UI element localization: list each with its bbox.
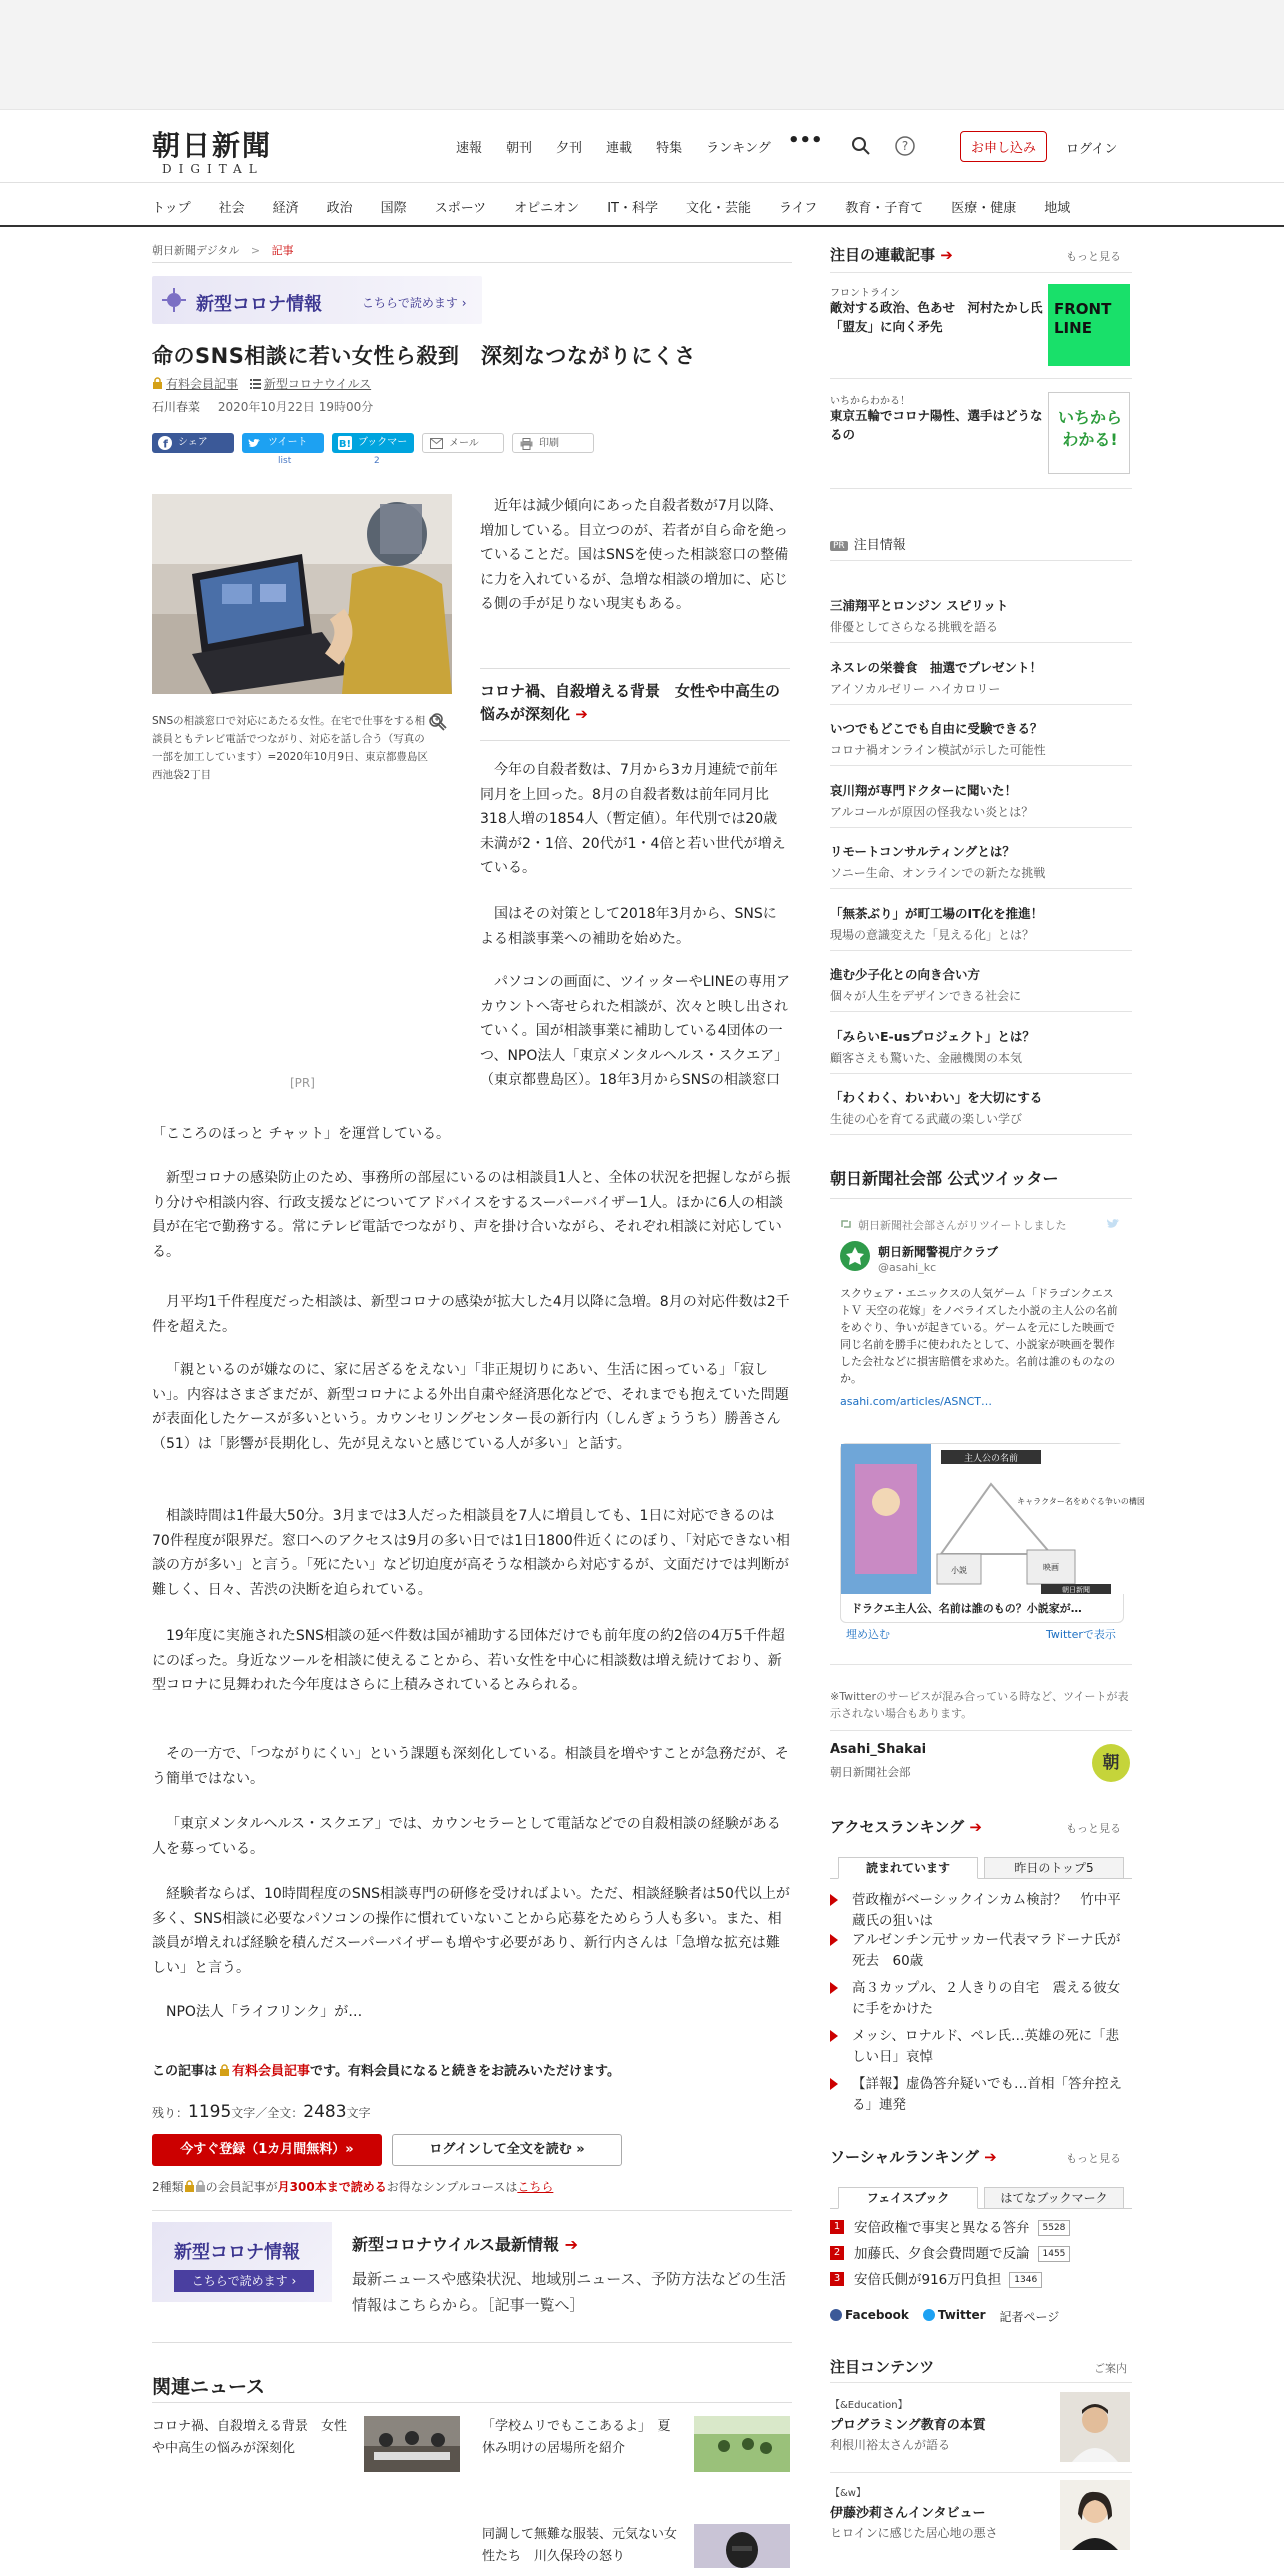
related-news-item[interactable]: コロナ禍、自殺増える背景 女性や中高生の悩みが深刻化 xyxy=(152,2419,348,2456)
twitter-icon xyxy=(248,437,262,449)
serial-item[interactable]: 東京五輪でコロナ陽性、選手はどうなるの xyxy=(830,408,1043,442)
tweet-card-image xyxy=(841,1444,1145,1594)
nav-ranking[interactable]: ランキング xyxy=(706,141,771,156)
paywall-text-b: です。有料会員になると続きをお読みいただけます。 xyxy=(310,2064,620,2079)
pr-item-sub: 俳優としてさらなる挑戦を語る xyxy=(830,620,999,634)
ranking-heading: アクセスランキング xyxy=(830,1818,965,1836)
lock-icon xyxy=(184,2180,195,2192)
nav-feature[interactable]: 特集 xyxy=(656,141,683,156)
pr-item-title[interactable]: リモートコンサルティングとは？ xyxy=(830,844,1015,859)
breadcrumb-home[interactable]: 朝日新聞デジタル xyxy=(152,244,240,257)
character-count xyxy=(152,2102,371,2122)
search-icon[interactable] xyxy=(850,135,872,157)
pr-item-sub: アイソカルゼリー ハイカロリー xyxy=(830,681,1001,696)
breadcrumb xyxy=(152,242,294,258)
related-news-heading: 関連ニュース xyxy=(152,2376,266,2398)
article-paragraph: 相談時間は1件最大50分。3月までは3人だった相談員を7人に増員しても、1日に対応できるのは70件程度が限界だ。窓口へのアクセスは9月の多い日では1日1800件近くにのぼり、「対応できない相談の方が多い」と言う。「死にたい」など切迫度が高そうな相談から対応するが、文面だけでは判断が難しく、日々、苦渋の決断を迫られている。 xyxy=(152,1508,790,1598)
help-icon[interactable] xyxy=(894,135,916,157)
retweet-icon xyxy=(840,1219,852,1229)
cat-education[interactable]: 教育・子育て xyxy=(845,201,924,216)
article-paragraph: その一方で、「つながりにくい」という課題も深刻化している。相談員を増やすことが急務だが、そう簡単ではない。 xyxy=(152,1746,789,1787)
content-sub: 利根川裕太さんが語る xyxy=(830,2438,951,2452)
content-sub: ヒロインに感じた居心地の悪さ xyxy=(830,2526,998,2540)
article-paragraph: 「親といるのが嫌なのに、家に居ざるをえない」「非正規切りにあい、生活に困っている」「寂しい」。内容はさまざまだが、新型コロナによる外出自粛や経済悪化などで、それまでも抱えていた問題が表面化したケースが多いという。カウンセリングセンター長の新行内（しんぎょううち）勝善さん（51）は「影響が長期化し、先が見えないと感じている人が多い」と話す。 xyxy=(152,1362,789,1452)
pr-label: [PR] xyxy=(290,1076,315,1090)
ranking-arrow-icon xyxy=(830,1894,838,1906)
logo-sub: DIGITAL xyxy=(162,162,264,176)
nav-serial[interactable]: 連載 xyxy=(606,141,633,156)
cat-international[interactable]: 国際 xyxy=(380,201,407,216)
twitter-note: ※Twitterのサービスが混み合っている時など、ツイートが表示されない場合もあります。 xyxy=(830,1690,1129,1720)
tab-most-read[interactable]: 読まれています xyxy=(838,1857,978,1879)
hatena-count[interactable]: 2 xyxy=(374,456,380,466)
article-meta xyxy=(152,398,373,415)
ranking-heading-link[interactable] xyxy=(830,1816,982,1837)
category-nav xyxy=(0,182,1284,227)
pr-item-sub: 生徒の心を育てる武蔵の楽しい学び xyxy=(830,1112,1023,1126)
twitter-page-link[interactable] xyxy=(923,2308,986,2325)
frontline-thumb-text: FRONT LINE xyxy=(1054,300,1112,337)
facebook-icon xyxy=(158,436,172,450)
covid-banner-title: 新型コロナ情報 xyxy=(196,294,322,315)
pr-item-sub: 個々が人生をデザインできる社会に xyxy=(830,989,1022,1003)
covid-info-box[interactable] xyxy=(152,2222,332,2302)
two-type-highlight: 月300本まで読める xyxy=(277,2180,387,2194)
ranking-arrow-icon xyxy=(830,2078,838,2090)
related-thumb[interactable] xyxy=(694,2524,790,2568)
pr-item-title[interactable]: 哀川翔が専門ドクターに聞いた！ xyxy=(830,782,1018,798)
article-paragraph: 新型コロナの感染防止のため、事務所の部屋にいるのは相談員1人と、全体の状況を把握しながら振り分けや相談内容、行政支援などについてアドバイスをするスーパーバイザー1人。ほかに6人の相談員が在宅で勤務する。常にテレビ電話でつながり、声を掛け合いながら、それぞれ相談に対応している。 xyxy=(152,1170,791,1260)
social-item-wrap xyxy=(854,2270,1042,2291)
publish-date: 2020年10月22日 19時00分 xyxy=(217,400,374,414)
arrow-icon: ➔ xyxy=(570,705,588,723)
ranking-arrow-icon xyxy=(830,1934,838,1946)
print-label: 印刷 xyxy=(539,438,559,449)
article-title: 命のSNS相談に若い女性ら殺到 深刻なつながりにくさ xyxy=(152,344,696,368)
cat-opinion[interactable]: オピニオン xyxy=(514,201,580,216)
mail-share-label: メール xyxy=(449,438,479,449)
social-rank-number: 2 xyxy=(830,2246,844,2260)
unit-label: 文字 xyxy=(346,2106,371,2120)
paid-article-link[interactable]: 有料会員記事 xyxy=(232,2064,311,2079)
svg-text:?: ? xyxy=(901,139,909,153)
subscribe-button[interactable]: お申し込み xyxy=(960,131,1047,162)
cat-health[interactable]: 医療・健康 xyxy=(951,201,1017,216)
author-name[interactable]: 石川春菜 xyxy=(152,400,201,414)
serial-heading-link[interactable] xyxy=(830,244,953,265)
article-paragraph: 国はその対策として2018年3月から、SNSによる相談事業への補助を始めた。 xyxy=(480,906,777,947)
topic-tag[interactable]: 新型コロナウイルス xyxy=(263,377,372,391)
arrow-icon: ➔ xyxy=(559,2235,579,2254)
paid-badge[interactable]: 有料会員記事 xyxy=(166,377,239,391)
contents-heading: 注目コンテンツ xyxy=(830,2358,935,2376)
content-title[interactable]: プログラミング教育の本質 xyxy=(830,2418,986,2433)
lock-icon xyxy=(195,2180,206,2192)
serial-item[interactable]: 敵対する政治、色あせ 河村たかし氏「盟友」に向く矛先 xyxy=(830,300,1043,334)
facebook-page-link[interactable] xyxy=(830,2308,909,2325)
pr-item-sub: コロナ禍オンライン模試が示した可能性 xyxy=(830,743,1046,757)
frontline-thumb[interactable] xyxy=(1048,284,1130,366)
pr-heading-text: 注目情報 xyxy=(853,538,906,553)
remaining-label: 残り： xyxy=(152,2106,189,2120)
account-avatar[interactable]: 朝 xyxy=(1092,1744,1130,1782)
social-item-wrap xyxy=(854,2244,1070,2265)
content-thumb[interactable] xyxy=(1060,2480,1130,2550)
breadcrumb-separator: > xyxy=(250,244,261,257)
article-badges xyxy=(152,375,379,392)
article-paragraph: NPO法人「ライフリンク」が… xyxy=(166,2004,363,2020)
social-heading-link[interactable] xyxy=(830,2146,997,2167)
pr-item-sub: ソニー生命、オンラインでの新たな挑戦 xyxy=(830,866,1046,880)
cat-it-science[interactable]: IT・科学 xyxy=(607,201,658,216)
cat-culture[interactable]: 文化・芸能 xyxy=(685,201,751,216)
tweet-handle[interactable]: @asahi_kc xyxy=(878,1261,937,1274)
two-type-b: の会員記事が xyxy=(205,2180,278,2194)
nav-morning[interactable]: 朝刊 xyxy=(506,141,533,156)
ranking-item-title: 菅政権がベーシックインカム検討？ 竹中平蔵氏の狙いは xyxy=(852,1892,1121,1929)
arrow-icon: ➔ xyxy=(964,1818,982,1836)
more-menu-icon[interactable]: ••• xyxy=(788,130,823,151)
lock-icon xyxy=(152,377,163,389)
facebook-page-label: Facebook xyxy=(845,2308,909,2322)
ranking-more-link[interactable]: もっと見る xyxy=(1066,1822,1121,1835)
ichikara-thumb[interactable] xyxy=(1048,392,1130,474)
print-icon xyxy=(520,438,533,450)
lock-icon xyxy=(219,2064,230,2076)
social-links xyxy=(830,2308,1059,2325)
content-label: 【&w】 xyxy=(830,2488,866,2499)
ranking-arrow-icon xyxy=(830,2030,838,2042)
register-button[interactable]: 今すぐ登録（1カ月間無料）» xyxy=(152,2134,382,2166)
subhead-text: コロナ禍、自殺増える背景 女性や中高生の悩みが深刻化 xyxy=(480,682,781,723)
ranking-arrow-icon xyxy=(830,1982,838,1994)
tweet-account-name[interactable]: 朝日新聞警視庁クラブ xyxy=(878,1245,999,1259)
cat-local[interactable]: 地域 xyxy=(1044,201,1071,216)
card-label-novel: 小説 xyxy=(951,1566,967,1575)
related-subhead-link[interactable] xyxy=(480,680,790,726)
top-ad-area xyxy=(0,0,1284,110)
card-label-asahi: 朝日新聞 xyxy=(1062,1586,1090,1594)
twitter-icon[interactable] xyxy=(1106,1217,1122,1230)
virus-icon xyxy=(160,286,188,314)
related-news-item[interactable]: 同調して無難な服装、元気ない女性たち 川久保玲の怒り xyxy=(482,2527,678,2564)
facebook-icon xyxy=(830,2309,842,2321)
list-icon xyxy=(250,378,261,389)
social-item-title: 加藤氏、夕食会費問題で反論 xyxy=(854,2246,1030,2262)
related-thumb[interactable] xyxy=(694,2416,790,2472)
zoom-icon[interactable] xyxy=(430,712,448,730)
pr-item-sub: 顧客さえも驚いた、金融機関の本気 xyxy=(830,1050,1023,1065)
content-label: 【&Education】 xyxy=(830,2400,908,2411)
article-paragraph: 月平均1千件程度だった相談は、新型コロナの感染が拡大した4月以降に急増。8月の対応件数は2千件を超えた。 xyxy=(152,1294,790,1335)
cat-life[interactable]: ライフ xyxy=(778,201,818,216)
social-rank-number: 1 xyxy=(830,2220,844,2234)
article-paragraph: 「こころのほっと チャット」を運営している。 xyxy=(152,1126,451,1142)
simple-course-link[interactable]: こちら xyxy=(517,2180,554,2194)
covid-box-title: 新型コロナ情報 xyxy=(174,2242,300,2263)
serial-heading: 注目の連載記事 xyxy=(830,246,936,264)
print-button[interactable] xyxy=(512,433,594,453)
pr-item-title[interactable]: いつでもどこでも自由に受験できる？ xyxy=(830,721,1043,736)
site-header xyxy=(0,110,1284,182)
serial-label: いちからわかる！ xyxy=(830,396,910,407)
two-type-a: 2種類 xyxy=(152,2180,184,2194)
cat-economy[interactable]: 経済 xyxy=(272,201,299,216)
photo-illustration xyxy=(152,494,452,694)
covid-latest-link[interactable] xyxy=(352,2232,578,2255)
facebook-share-button[interactable] xyxy=(152,433,234,453)
photo-caption: SNSの相談窓口で対応にあたる女性。在宅で仕事をする相談員ともテレビ電話でつながり、対応を話し合う（写真の一部を加工しています）=2020年10月9日、東京都豊島区西池袋2丁目 xyxy=(152,715,429,781)
paywall-text-a: この記事は xyxy=(152,2064,218,2079)
covid-latest-desc: 最新ニュースや感染状況、地域別ニュース、予防方法などの生活情報はこちらから。［記事一覧へ］ xyxy=(352,2270,786,2314)
card-label-conflict: キャラクター名をめぐる争いの構図 xyxy=(1017,1497,1145,1506)
social-item-title: 安倍氏側が916万円負担 xyxy=(854,2272,1002,2288)
total-count: 2483 xyxy=(303,2102,347,2122)
nav-breaking[interactable]: 速報 xyxy=(456,141,483,156)
pr-item-title[interactable]: ネスレの栄養食 抽選でプレゼント！ xyxy=(830,659,1043,675)
social-item-wrap xyxy=(854,2218,1070,2239)
header-nav xyxy=(456,137,771,156)
cat-sports[interactable]: スポーツ xyxy=(434,201,487,216)
mail-icon xyxy=(430,438,443,449)
contents-guide-link[interactable]: ご案内 xyxy=(1094,2362,1127,2375)
arrow-icon: ➔ xyxy=(935,246,953,264)
view-on-twitter-link[interactable]: Twitterで表示 xyxy=(1046,1628,1116,1641)
serial-more-link[interactable]: もっと見る xyxy=(1066,250,1121,263)
article-paragraph: パソコンの画面に、ツイッターやLINEの専用アカウントへ寄せられた相談が、次々と映し出されていく。国が相談事業に補助している4団体の一つ、NPO法人「東京メンタルヘルス・スクエア」（東京都豊島区）。18年3月からSNSの相談窓口 xyxy=(480,974,790,1088)
covid-info-banner[interactable] xyxy=(152,276,482,324)
arrow-icon: ➔ xyxy=(978,2148,997,2166)
article-paragraph: 今年の自殺者数は、7月から3カ月連続で前年同月を上回った。8月の自殺者数は前年同月比318人増の1854人（暫定値）。年代別では20歳未満が2・1倍、20代が1・4倍と若い世代が増えている。 xyxy=(480,762,786,876)
ichikara-thumb-text: いちから わかる! xyxy=(1057,408,1122,449)
card-label-protagonist: 主人公の名前 xyxy=(963,1454,1019,1464)
pr-item-title[interactable]: 三浦翔平とロンジン スピリット xyxy=(830,598,1009,613)
ranking-item-title: メッシ、ロナルド、ペレ氏…英雄の死に「悲しい日」哀悼 xyxy=(852,2028,1120,2065)
pr-item-title[interactable]: 進む少子化との向き合い方 xyxy=(830,967,981,982)
tweet-card[interactable] xyxy=(840,1443,1145,1623)
pr-item-title[interactable]: 「無茶ぶり」が町工場のIT化を推進！ xyxy=(830,905,1044,921)
article-photo[interactable] xyxy=(152,494,452,694)
share-count: 1455 xyxy=(1038,2246,1071,2262)
ranking-item-title: 高３カップル、２人きりの自宅 震える彼女に手をかけた xyxy=(852,1980,1121,2017)
hatena-bookmark-button[interactable] xyxy=(332,433,414,468)
share-count: 1346 xyxy=(1009,2272,1042,2288)
covid-banner-link[interactable]: こちらで読めます › xyxy=(362,296,467,310)
reporter-page-link[interactable]: 記者ページ xyxy=(999,2310,1060,2324)
account-name[interactable]: Asahi_Shakai xyxy=(830,1742,927,1757)
pr-badge: PR xyxy=(830,541,848,551)
related-thumb[interactable] xyxy=(364,2416,460,2472)
twitter-share-label: ツイート xyxy=(268,437,308,448)
simple-course-note xyxy=(152,2178,553,2195)
social-rank-number: 3 xyxy=(830,2272,844,2286)
article-paragraph: 「東京メンタルヘルス・スクエア」では、カウンセラーとして電話などでの自殺相談の経験がある人を募っている。 xyxy=(152,1816,781,1857)
tab-facebook[interactable]: フェイスブック xyxy=(838,2187,978,2209)
ranking-item-title: 【詳報】虚偽答弁疑いでも…首相「答弁控える」連発 xyxy=(852,2076,1122,2113)
article-paragraph: 19年度に実施されたSNS相談の延べ件数は国が補助する団体だけでも前年度の約2倍の4万5千件超にのぼった。身近なツールを相談に使えることから、若い女性を中心に相談数は増え続けており、新型コロナに見舞われた今年度はさらに上積みされているとみられる。 xyxy=(152,1628,785,1693)
serial-label: フロントライン xyxy=(830,288,900,299)
twitter-heading: 朝日新聞社会部 公式ツイッター xyxy=(830,1169,1059,1188)
pr-item-sub: アルコールが原因の怪我ない炎とは？ xyxy=(830,804,1034,819)
tab-yesterday-top5[interactable]: 昨日のトップ5 xyxy=(984,1857,1124,1879)
content-title[interactable]: 伊藤沙莉さんインタビュー xyxy=(830,2506,986,2521)
embed-link[interactable]: 埋め込む xyxy=(846,1628,890,1641)
social-more-link[interactable]: もっと見る xyxy=(1066,2152,1121,2165)
logo-main: 朝日新聞 xyxy=(152,129,273,162)
covid-latest-title: 新型コロナウイルス最新情報 xyxy=(352,2235,560,2254)
hatena-share-label: ブックマーク xyxy=(358,437,408,468)
two-type-c: お得なシンプルコースは xyxy=(386,2180,518,2194)
retweet-label: 朝日新聞社会部さんがリツイートしました xyxy=(858,1219,1067,1232)
facebook-share-label: シェア xyxy=(178,437,208,448)
embedded-tweet xyxy=(830,1198,1145,1638)
article-paragraph: 近年は減少傾向にあった自殺者数が7月以降、増加している。目立つのが、若者が自ら命を絶っていることだ。国はSNSを使った相談窓口の整備に力を入れているが、急増な相談の増加に、応じる側の手が足りない現実もある。 xyxy=(480,498,789,612)
twitter-icon xyxy=(923,2309,935,2321)
nav-evening[interactable]: 夕刊 xyxy=(556,141,583,156)
share-count: 5528 xyxy=(1038,2220,1071,2236)
card-label-movie: 映画 xyxy=(1043,1563,1059,1572)
tweet-link[interactable]: asahi.com/articles/ASNCT… xyxy=(840,1395,993,1408)
pr-item-title[interactable]: 「みらいE-usプロジェクト」とは？ xyxy=(830,1028,1035,1044)
related-news-item[interactable]: 「学校ムリでもここあるよ」 夏休み明けの居場所を紹介 xyxy=(482,2419,671,2456)
pr-item-title[interactable]: 「わくわく、わいわい」を大切にする xyxy=(830,1090,1043,1105)
twitter-count[interactable]: list xyxy=(278,456,292,466)
content-thumb[interactable] xyxy=(1060,2392,1130,2462)
tweet-text: スクウェア・エニックスの人気ゲーム「ドラゴンクエストＶ 天空の花嫁」をノベライズした小説の主人公の名前をめぐり、争いが起きている。ゲームを元にした映画で同じ名前を勝手に使われたとして、小説家が映画を製作した会社などに損害賠償を求めた。名前は誰のものなのか。 xyxy=(840,1287,1118,1385)
tweet-card-caption: ドラクエ主人公、名前は誰のもの？小説家が… xyxy=(851,1602,1082,1615)
covid-box-link[interactable]: こちらで読めます › xyxy=(174,2270,314,2292)
twitter-page-label: Twitter xyxy=(937,2308,986,2322)
social-heading: ソーシャルランキング xyxy=(830,2148,979,2166)
pr-item-sub: 現場の意識変えた「見える化」とは？ xyxy=(830,927,1035,942)
article-paragraph: 経験者ならば、10時間程度のSNS相談専門の研修を受ければよい。ただ、相談経験者は50代以上が多く、SNS相談に必要なパソコンの操作に慣れていないことから応募をためらう人も多い。また、相談員が増えれば経験を積んだスーパーバイザーも増やす必要があり、新行内さんは「急増な拡充は難しい」と言う。 xyxy=(152,1886,790,1976)
breadcrumb-current: 記事 xyxy=(271,244,294,257)
site-logo[interactable] xyxy=(152,124,272,176)
mail-share-button[interactable] xyxy=(422,433,504,453)
twitter-share-button[interactable] xyxy=(242,433,324,453)
ranking-item-title: アルゼンチン元サッカー代表マラドーナ氏が死去 60歳 xyxy=(852,1932,1121,1969)
pr-heading xyxy=(830,534,906,553)
tab-hatena[interactable]: はてなブックマーク xyxy=(984,2187,1124,2209)
hatena-icon xyxy=(338,436,352,450)
svg-text:B!: B! xyxy=(338,439,352,450)
cat-top[interactable]: トップ xyxy=(152,201,191,216)
paywall-message xyxy=(152,2060,620,2079)
svg-text:f: f xyxy=(163,437,168,451)
login-link[interactable]: ログイン xyxy=(1066,142,1118,157)
account-sub: 朝日新聞社会部 xyxy=(830,1765,911,1779)
total-label: 文字／全文： xyxy=(231,2106,304,2120)
social-item-title: 安倍政権で事実と異なる答弁 xyxy=(854,2220,1030,2236)
login-read-button[interactable]: ログインして全文を読む » xyxy=(392,2134,622,2166)
cat-society[interactable]: 社会 xyxy=(218,201,245,216)
cat-politics[interactable]: 政治 xyxy=(326,201,353,216)
avatar[interactable] xyxy=(840,1241,870,1271)
remaining-count: 1195 xyxy=(188,2102,232,2122)
